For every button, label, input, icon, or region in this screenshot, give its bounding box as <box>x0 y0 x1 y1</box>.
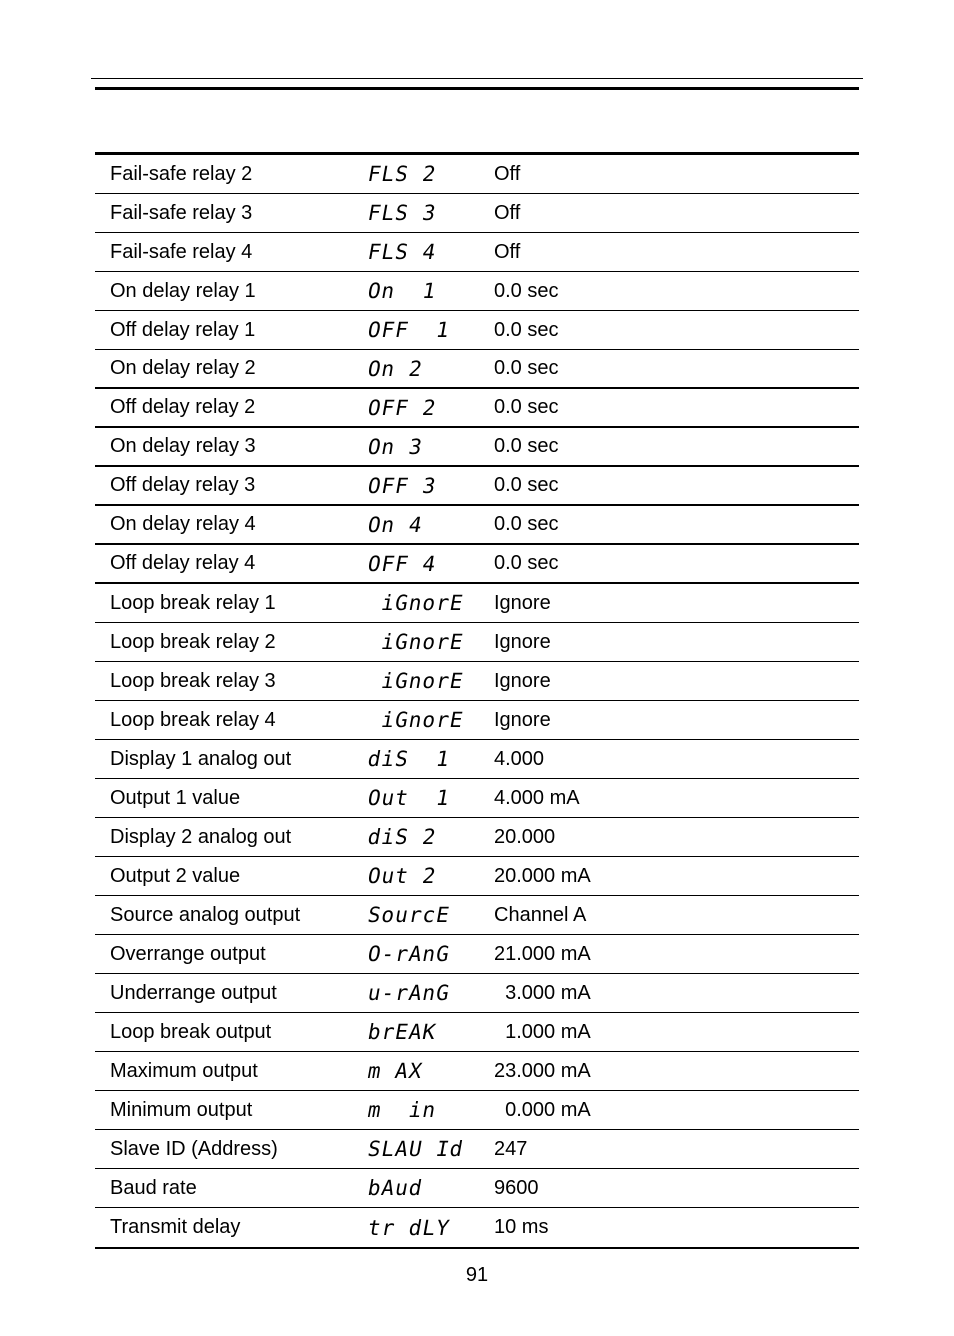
display-code: FLS 4 <box>365 240 439 264</box>
parameter-name: Slave ID (Address) <box>110 1137 278 1160</box>
display-code: On 1 <box>365 279 439 303</box>
parameter-name: Fail-safe relay 3 <box>110 201 253 224</box>
default-value: Channel A <box>494 903 587 926</box>
default-value: 20.000 <box>494 825 556 848</box>
default-value: 21.000 mA <box>494 942 591 965</box>
parameter-name: Loop break relay 3 <box>110 669 276 692</box>
table-row <box>95 1169 859 1208</box>
table-row <box>95 389 859 428</box>
display-code: tr dLY <box>365 1215 452 1240</box>
default-value: 4.000 mA <box>494 786 580 809</box>
display-code: iGnorE <box>365 669 466 693</box>
parameter-name: On delay relay 4 <box>110 513 256 535</box>
display-code: Out 2 <box>365 864 439 888</box>
table-row <box>95 584 859 623</box>
default-value: 0.0 sec <box>494 513 559 535</box>
default-value: Off <box>494 240 521 263</box>
table-row <box>95 935 859 974</box>
default-value: 1.000 mA <box>494 1020 591 1043</box>
parameter-name: Fail-safe relay 2 <box>110 162 253 185</box>
display-code: OFF 1 <box>365 318 452 342</box>
table-row <box>95 506 859 545</box>
table-row <box>95 467 859 506</box>
table-row <box>95 779 859 818</box>
default-value: 0.0 sec <box>494 435 559 457</box>
display-code: O-rAnG <box>365 942 452 966</box>
default-value: 0.0 sec <box>494 357 559 379</box>
header-rule-thick <box>95 87 859 90</box>
table-row <box>95 1208 859 1247</box>
default-value: Ignore <box>494 630 551 653</box>
table-row <box>95 896 859 935</box>
table-row <box>95 428 859 467</box>
default-value: Off <box>494 162 521 185</box>
parameter-name: On delay relay 1 <box>110 279 256 302</box>
default-value: Ignore <box>494 708 551 731</box>
default-value: 10 ms <box>494 1216 549 1238</box>
parameter-name: Loop break relay 2 <box>110 630 276 653</box>
parameter-name: Overrange output <box>110 942 266 965</box>
display-code: iGnorE <box>365 630 466 654</box>
parameter-name: Fail-safe relay 4 <box>110 240 253 263</box>
table-row <box>95 701 859 740</box>
display-code: OFF 3 <box>365 473 439 498</box>
table-row <box>95 1130 859 1169</box>
table-row <box>95 857 859 896</box>
display-code: On 2 <box>365 356 425 381</box>
parameter-name: Baud rate <box>110 1176 197 1199</box>
table-row <box>95 311 859 350</box>
default-value: Ignore <box>494 669 551 692</box>
parameter-name: Output 2 value <box>110 864 241 887</box>
table-row <box>95 662 859 701</box>
table-row <box>95 233 859 272</box>
parameter-name: Display 1 analog out <box>110 747 292 770</box>
default-value: 0.0 sec <box>494 318 559 341</box>
parameter-name: Source analog output <box>110 903 301 926</box>
default-value: Off <box>494 201 521 224</box>
table-row <box>95 1091 859 1130</box>
display-code: On 3 <box>365 434 425 459</box>
display-code: m AX <box>365 1059 425 1083</box>
parameter-name: Loop break relay 4 <box>110 708 276 731</box>
header-rule-thin <box>91 78 863 79</box>
table-row <box>95 740 859 779</box>
default-value: 4.000 <box>494 747 545 770</box>
page-number: 91 <box>465 1264 489 1286</box>
display-code: OFF 4 <box>365 551 439 576</box>
parameter-name: Off delay relay 4 <box>110 552 256 574</box>
parameter-name: Transmit delay <box>110 1216 241 1238</box>
table-row <box>95 155 859 194</box>
display-code: brEAK <box>365 1020 439 1044</box>
display-code: OFF 2 <box>365 395 439 420</box>
display-code: FLS 3 <box>365 201 439 225</box>
default-value: Ignore <box>494 591 551 614</box>
parameter-name: Off delay relay 3 <box>110 474 256 496</box>
table-row <box>95 272 859 311</box>
display-code: SLAU Id <box>365 1137 466 1161</box>
parameter-name: Loop break relay 1 <box>110 591 276 614</box>
parameter-name: Off delay relay 1 <box>110 318 256 341</box>
default-value: 9600 <box>494 1176 539 1199</box>
display-code: diS 2 <box>365 825 439 849</box>
table-row <box>95 818 859 857</box>
parameter-name: Output 1 value <box>110 786 241 809</box>
parameter-name: Loop break output <box>110 1020 272 1043</box>
default-value: 0.000 mA <box>494 1098 591 1121</box>
parameter-name: Minimum output <box>110 1098 253 1121</box>
table-row <box>95 545 859 584</box>
display-code: On 4 <box>365 512 425 537</box>
display-code: Out 1 <box>365 786 452 810</box>
display-code: iGnorE <box>365 591 466 615</box>
default-value: 0.0 sec <box>494 552 559 574</box>
parameter-name: Underrange output <box>110 981 277 1004</box>
default-value: 0.0 sec <box>494 396 559 418</box>
display-code: m in <box>365 1098 439 1122</box>
parameter-name: Off delay relay 2 <box>110 396 256 418</box>
display-code: bAud <box>365 1176 425 1200</box>
default-value: 247 <box>494 1137 528 1160</box>
parameter-name: On delay relay 2 <box>110 357 256 379</box>
parameter-name: On delay relay 3 <box>110 435 256 457</box>
display-code: diS 1 <box>365 747 452 771</box>
display-code: FLS 2 <box>365 162 439 186</box>
table-row <box>95 194 859 233</box>
table-row <box>95 623 859 662</box>
parameter-name: Display 2 analog out <box>110 825 292 848</box>
table-row <box>95 974 859 1013</box>
display-code: SourcE <box>365 903 452 927</box>
default-value: 0.0 sec <box>494 474 559 496</box>
table-row <box>95 1052 859 1091</box>
display-code: iGnorE <box>365 708 466 732</box>
default-value: 0.0 sec <box>494 279 559 302</box>
default-value: 3.000 mA <box>494 981 591 1004</box>
parameter-name: Maximum output <box>110 1059 258 1082</box>
table-row <box>95 350 859 389</box>
settings-table <box>95 152 859 1249</box>
display-code: u-rAnG <box>365 981 452 1005</box>
default-value: 20.000 mA <box>494 864 591 887</box>
table-row <box>95 1013 859 1052</box>
default-value: 23.000 mA <box>494 1059 591 1082</box>
